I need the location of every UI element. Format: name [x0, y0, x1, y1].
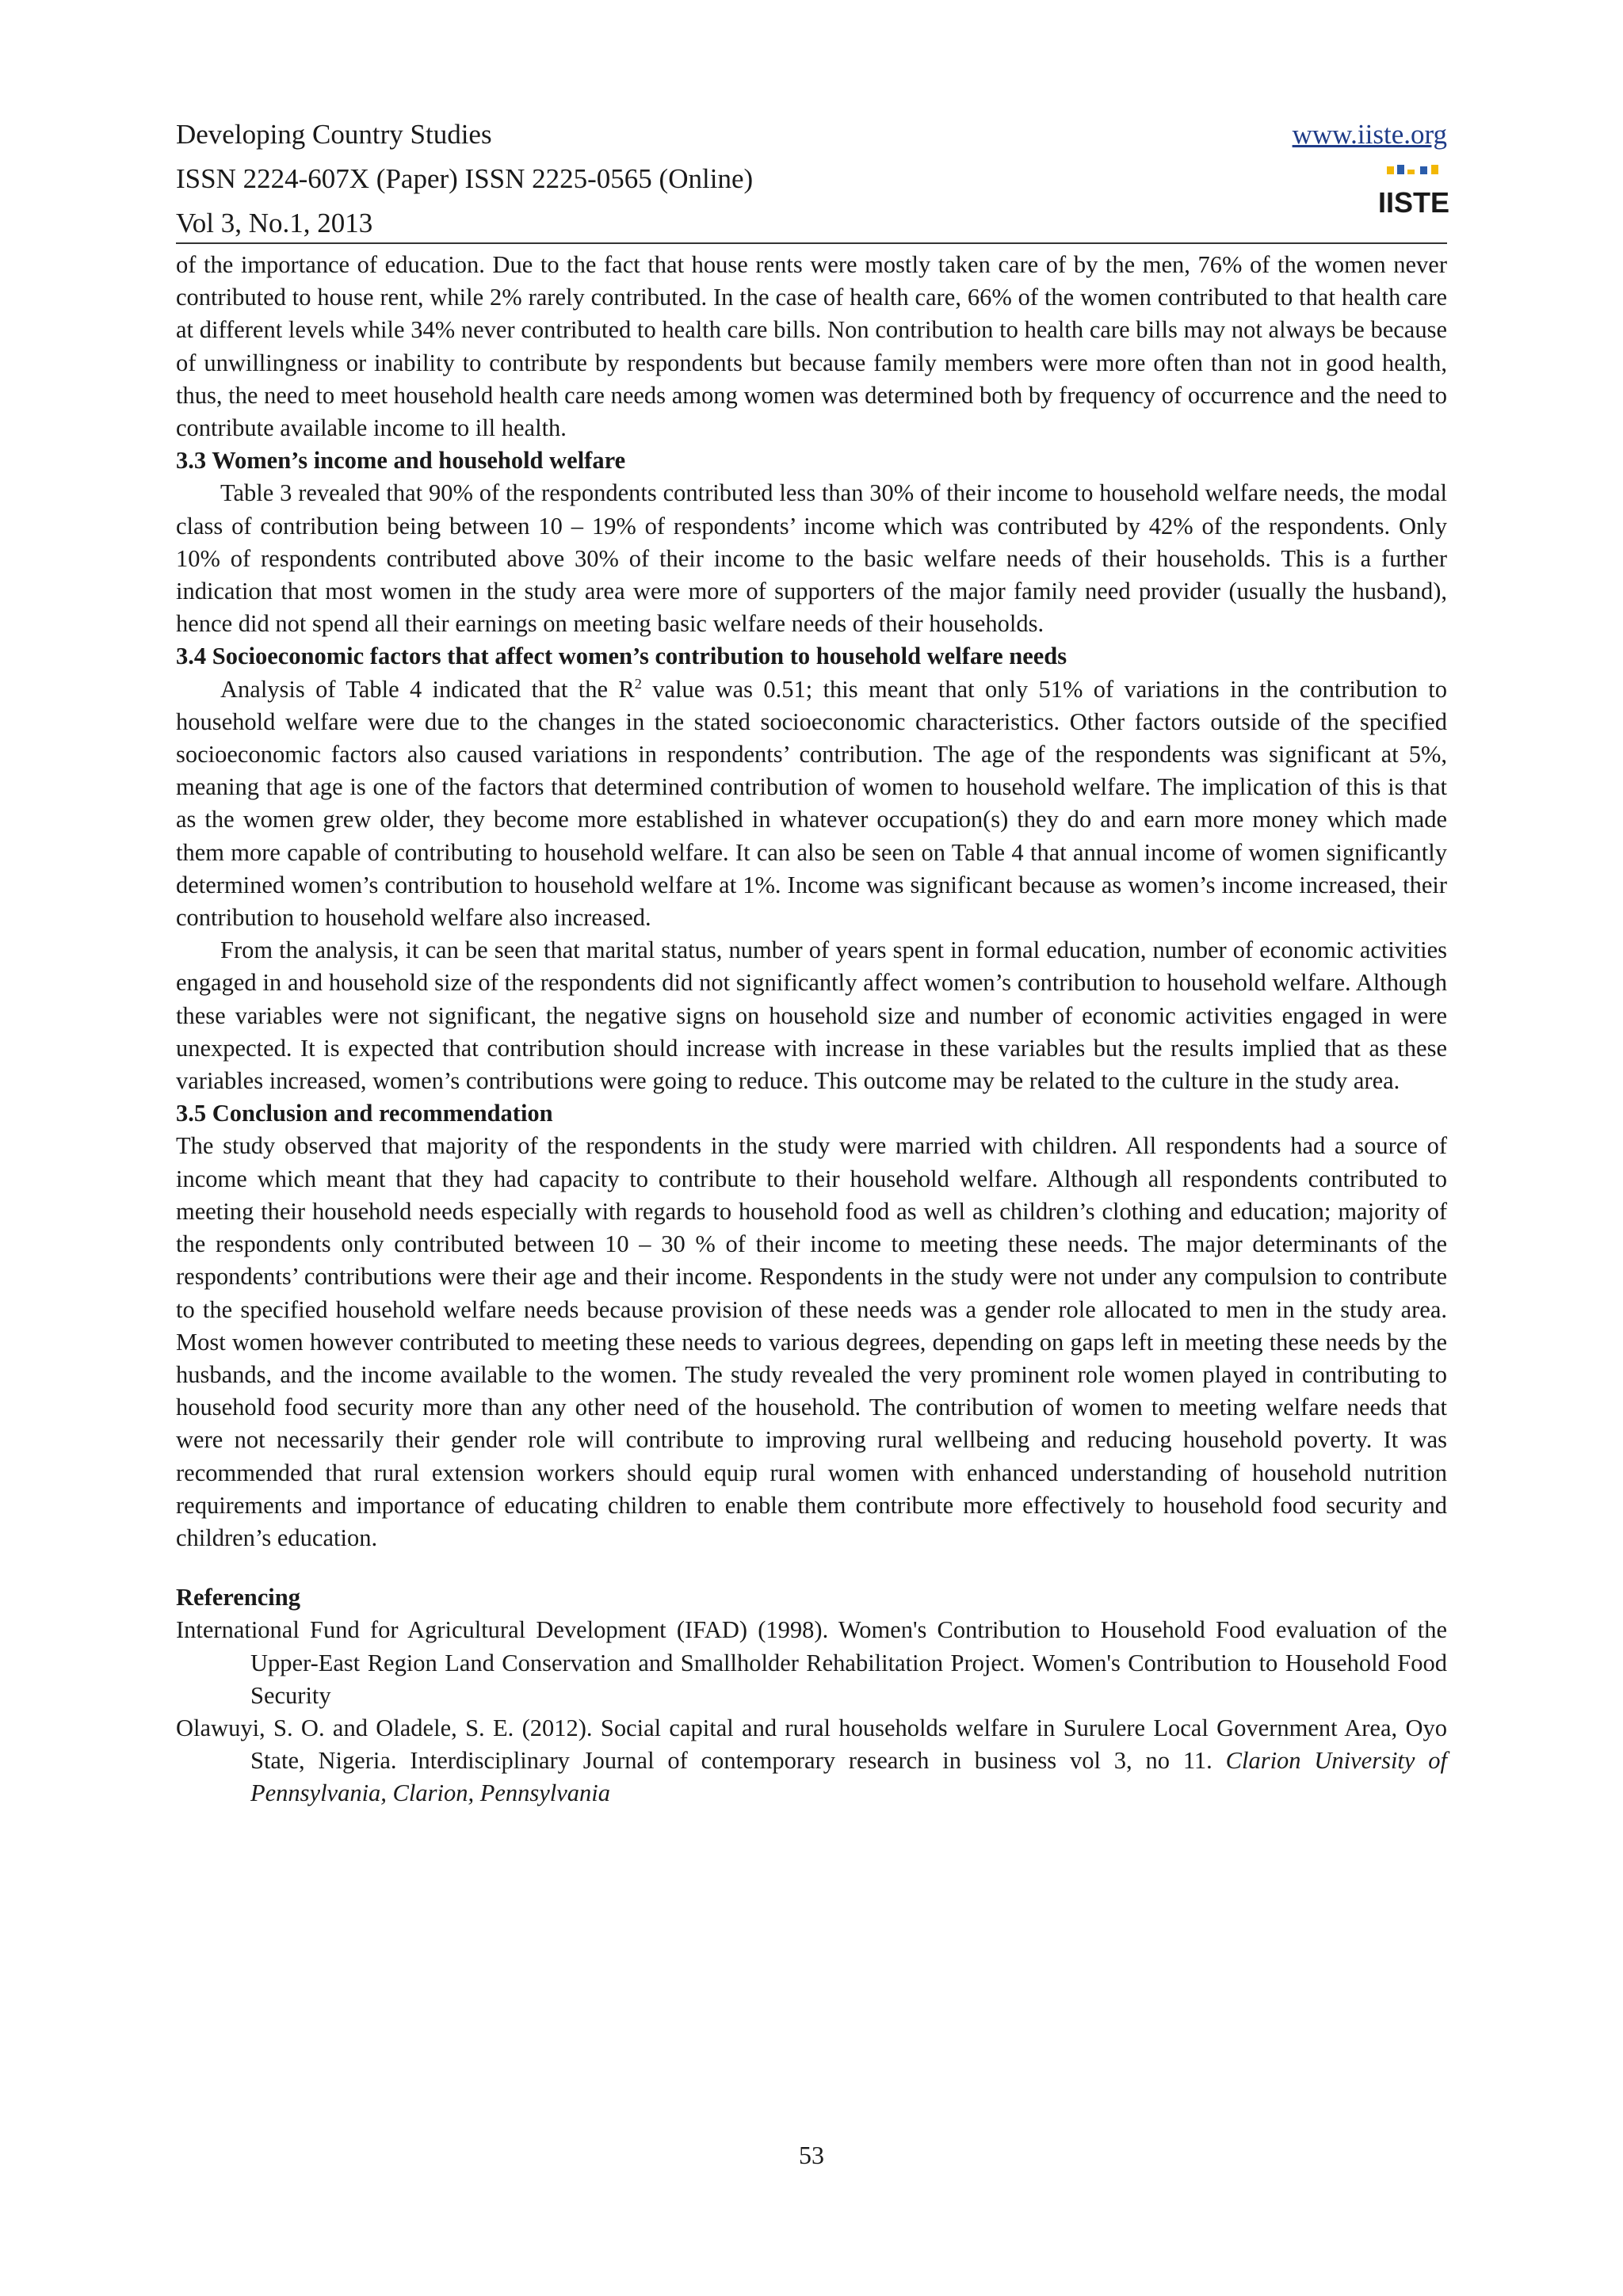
page-number: 53 [799, 2141, 824, 2169]
section-heading-3-5: 3.5 Conclusion and recommendation [176, 1100, 553, 1127]
journal-title: Developing Country Studies [176, 119, 492, 150]
iiste-logo-icon [1377, 163, 1450, 219]
website-link[interactable]: www.iiste.org [1292, 119, 1447, 150]
reference-item: International Fund for Agricultural Development (IFAD) (1998). Women's Contribution to Household Food evaluation of the Upper-East Region Land Conservation and Smallholder Rehabilitation Project. Women's Contribution to Household Food Security [176, 1616, 1447, 1709]
logo-text: IISTE [1377, 186, 1450, 219]
section-heading-3-3: 3.3 Women’s income and household welfare [176, 447, 626, 475]
section-heading-3-4: 3.4 Socioeconomic factors that affect women’s contribution to household welfare needs [176, 643, 1067, 670]
reference-item: Olawuyi, S. O. and Oladele, S. E. (2012). Social capital and rural households welfare in Surulere Local Government Area, Oyo State, Nigeria. Interdisciplinary Journal of contemporary research in business vol 3, no 11. Clarion University of Pennsylvania, Clarion, Pennsylvania [176, 1714, 1447, 1807]
header-rule [176, 242, 1447, 244]
paragraph-3-5: The study observed that majority of the respondents in the study were married with children. All respondents had a source of income which meant that they had capacity to contribute to their household welfare. Although all respondents contributed to meeting their household needs especially with regards to household food as well as children’s clothing and education; majority of the respondents only contributed between 10 – 30 % of their income to meeting these needs. The major determinants of the respondents’ contributions were their age and their income. Respondents in the study were not under any compulsion to contribute to the specified household welfare needs because provision of these needs was a gender role allocated to men in the study area. Most women however contributed to meeting these needs to various degrees, depending on gaps left in meeting these needs by the husbands, and the income available to the women. The study revealed the very prominent role women played in contributing to household food security more than any other need of the household. The contribution of women to meeting welfare needs that were not necessarily their gender role will contribute to improving rural wellbeing and reducing household poverty. It was recommended that rural extension workers should equip rural women with enhanced understanding of household nutrition requirements and importance of educating children to enable them contribute more effectively to household food security and children’s education. [176, 1132, 1447, 1551]
references-heading: Referencing [176, 1584, 300, 1611]
volume-line: Vol 3, No.1, 2013 [176, 208, 373, 238]
main-content [176, 249, 1447, 1810]
issn-line: ISSN 2224-607X (Paper) ISSN 2225-0565 (Online) [176, 163, 754, 194]
paragraph-3-3: Table 3 revealed that 90% of the respondents contributed less than 30% of their income to household welfare needs, the modal class of contribution being between 10 – 19% of respondents’ income which was contributed by 42% of the respondents. Only 10% of respondents contributed above 30% of their income to the basic welfare needs of their households. This is a further indication that most women in the study area were more of supporters of the major family need provider (usually the husband), hence did not spend all their earnings on meeting basic welfare needs of their households. [176, 479, 1447, 638]
paragraph-intro: of the importance of education. Due to the fact that house rents were mostly taken care of by the men, 76% of the women never contributed to house rent, while 2% rarely contributed. In the case of health care, 66% of the women contributed to that health care at different levels while 34% never contributed to health care bills. Non contribution to health care bills may not always be because of unwillingness or inability to contribute by respondents but because family members were more often than not in good health, thus, the need to meet household health care needs among women was determined both by frequency of occurrence and the need to contribute available income to ill health. [176, 251, 1447, 442]
paragraph-3-4-b: From the analysis, it can be seen that marital status, number of years spent in formal education, number of economic activities engaged in and household size of the respondents did not significantly affect women’s contribution to household welfare. Although these variables were not significant, the negative signs on household size and number of economic activities engaged in were unexpected. It is expected that contribution should increase with increase in these variables but the results implied that as these variables increased, women’s contributions were going to reduce. This outcome may be related to the culture in the study area. [176, 936, 1447, 1095]
page-header [176, 113, 1450, 242]
paragraph-3-4-a: Analysis of Table 4 indicated that the $R^2$ value was 0.51; this meant that only 51% of variations in the contribution to household welfare were due to the changes in the stated socioeconomic characteristics. Other factors outside of the specified socioeconomic factors also caused variations in respondents’ contribution. The age of the respondents was significant at 5%, meaning that age is one of the factors that determined contribution of women to household welfare. The implication of this is that as the women grew older, they become more established in whatever occupation(s) they do and earn more money which made them more capable of contributing to household welfare. It can also be seen on Table 4 that annual income of women significantly determined women’s contribution to household welfare at 1%. Income was significant because as women’s income increased, their contribution to household welfare also increased. [176, 675, 1447, 932]
